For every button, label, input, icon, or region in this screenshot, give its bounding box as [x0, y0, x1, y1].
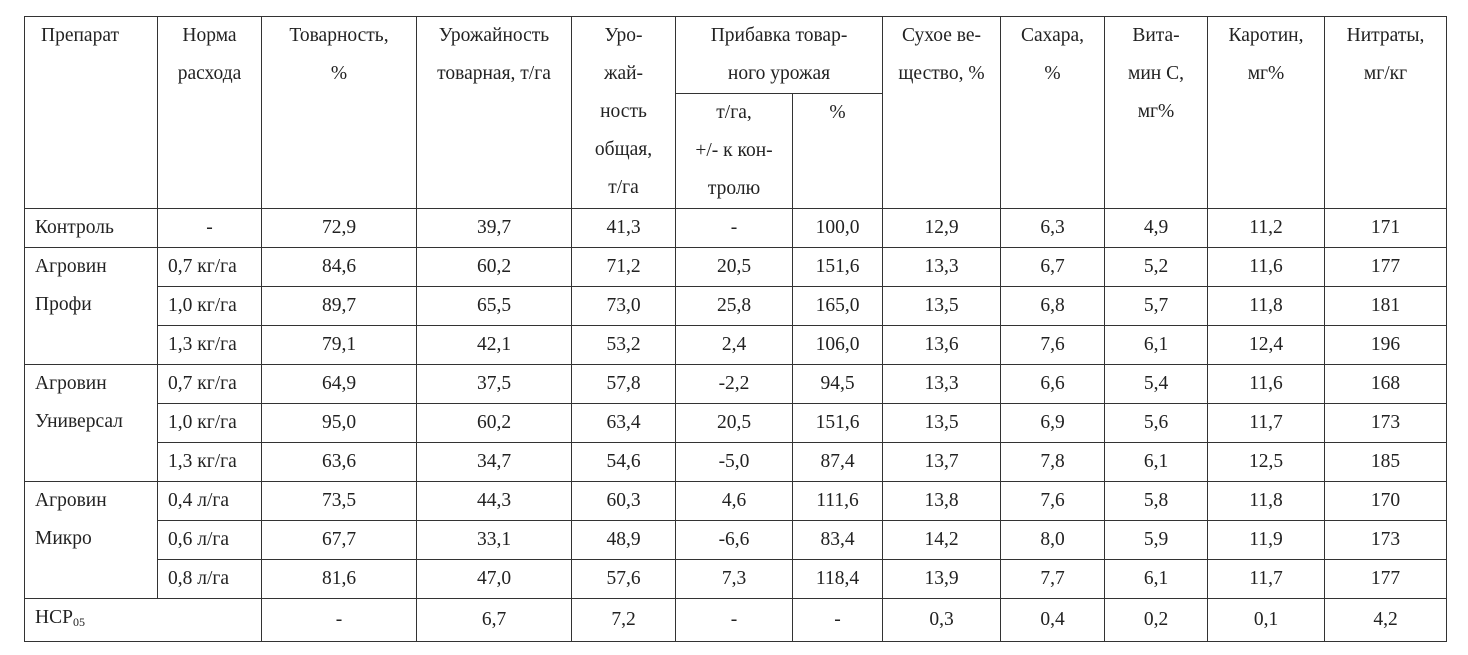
table-row — [25, 404, 1447, 443]
suhoe-cell: 13,6 — [883, 326, 1001, 365]
prib-pct-cell: 165,0 — [793, 287, 883, 326]
urozh-tov-cell: 6,7 — [417, 599, 572, 642]
table-row — [25, 560, 1447, 599]
urozh-tov-cell: 44,3 — [417, 482, 572, 521]
karotin-cell: 11,8 — [1208, 482, 1325, 521]
vitamin-cell: 5,9 — [1105, 521, 1208, 560]
prib-pct-cell: 151,6 — [793, 404, 883, 443]
sahara-cell: 6,3 — [1001, 209, 1105, 248]
urozh-tov-cell: 39,7 — [417, 209, 572, 248]
sahara-cell: 8,0 — [1001, 521, 1105, 560]
table-row — [25, 443, 1447, 482]
vitamin-cell: 5,6 — [1105, 404, 1208, 443]
header-vitamin: Вита- мин С, мг% — [1105, 17, 1208, 209]
prib-tga-cell: -2,2 — [676, 365, 793, 404]
vitamin-cell: 0,2 — [1105, 599, 1208, 642]
header-urozh-obsh: Уро- жай- ность общая, т/га — [572, 17, 676, 209]
suhoe-cell: 12,9 — [883, 209, 1001, 248]
results-table — [24, 16, 1447, 642]
urozh-tov-cell: 65,5 — [417, 287, 572, 326]
header-tovarnost: Товарность, % — [262, 17, 417, 209]
tovarnost-cell: 64,9 — [262, 365, 417, 404]
norma-cell: - — [158, 209, 262, 248]
header-nitraty: Нитраты, мг/кг — [1325, 17, 1447, 209]
urozh-tov-cell: 34,7 — [417, 443, 572, 482]
urozh-tov-cell: 33,1 — [417, 521, 572, 560]
urozh-tov-cell: 37,5 — [417, 365, 572, 404]
prib-tga-cell: 20,5 — [676, 248, 793, 287]
karotin-cell: 11,8 — [1208, 287, 1325, 326]
suhoe-cell: 13,5 — [883, 287, 1001, 326]
vitamin-cell: 5,4 — [1105, 365, 1208, 404]
table-row — [25, 209, 1447, 248]
norma-cell: 1,3 кг/га — [158, 443, 262, 482]
vitamin-cell: 4,9 — [1105, 209, 1208, 248]
sahara-cell: 7,6 — [1001, 482, 1105, 521]
urozh-obsh-cell: 73,0 — [572, 287, 676, 326]
header-norma: Норма расхода — [158, 17, 262, 209]
urozh-obsh-cell: 60,3 — [572, 482, 676, 521]
nitraty-cell: 4,2 — [1325, 599, 1447, 642]
nitraty-cell: 177 — [1325, 248, 1447, 287]
karotin-cell: 11,7 — [1208, 560, 1325, 599]
preparat-cell: Агровин Универсал — [25, 365, 158, 482]
urozh-tov-cell: 60,2 — [417, 404, 572, 443]
vitamin-cell: 5,2 — [1105, 248, 1208, 287]
urozh-tov-cell: 60,2 — [417, 248, 572, 287]
tovarnost-cell: - — [262, 599, 417, 642]
prib-tga-cell: 25,8 — [676, 287, 793, 326]
sahara-cell: 7,6 — [1001, 326, 1105, 365]
prib-tga-cell: -5,0 — [676, 443, 793, 482]
tovarnost-cell: 84,6 — [262, 248, 417, 287]
karotin-cell: 12,5 — [1208, 443, 1325, 482]
tovarnost-cell: 89,7 — [262, 287, 417, 326]
tovarnost-cell: 95,0 — [262, 404, 417, 443]
urozh-obsh-cell: 7,2 — [572, 599, 676, 642]
suhoe-cell: 13,3 — [883, 365, 1001, 404]
header-urozh-tov: Урожайность товарная, т/га — [417, 17, 572, 209]
suhoe-cell: 13,7 — [883, 443, 1001, 482]
prib-tga-cell: 4,6 — [676, 482, 793, 521]
suhoe-cell: 14,2 — [883, 521, 1001, 560]
karotin-cell: 0,1 — [1208, 599, 1325, 642]
norma-cell: 0,8 л/га — [158, 560, 262, 599]
suhoe-cell: 13,9 — [883, 560, 1001, 599]
table-row — [25, 326, 1447, 365]
tovarnost-cell: 63,6 — [262, 443, 417, 482]
suhoe-cell: 13,5 — [883, 404, 1001, 443]
prib-pct-cell: 118,4 — [793, 560, 883, 599]
nitraty-cell: 196 — [1325, 326, 1447, 365]
prib-tga-cell: 20,5 — [676, 404, 793, 443]
sahara-cell: 6,8 — [1001, 287, 1105, 326]
table-row — [25, 521, 1447, 560]
prib-pct-cell: 151,6 — [793, 248, 883, 287]
table-row — [25, 482, 1447, 521]
table-row — [25, 248, 1447, 287]
vitamin-cell: 5,7 — [1105, 287, 1208, 326]
vitamin-cell: 6,1 — [1105, 443, 1208, 482]
norma-cell: 0,6 л/га — [158, 521, 262, 560]
norma-cell: 0,7 кг/га — [158, 365, 262, 404]
header-pribavka-tga: т/га, +/- к кон- тролю — [676, 94, 793, 209]
karotin-cell: 11,6 — [1208, 365, 1325, 404]
urozh-obsh-cell: 41,3 — [572, 209, 676, 248]
sahara-cell: 0,4 — [1001, 599, 1105, 642]
nitraty-cell: 170 — [1325, 482, 1447, 521]
table-row — [25, 287, 1447, 326]
karotin-cell: 11,6 — [1208, 248, 1325, 287]
table-row — [25, 365, 1447, 404]
vitamin-cell: 5,8 — [1105, 482, 1208, 521]
sahara-cell: 6,7 — [1001, 248, 1105, 287]
prib-pct-cell: 94,5 — [793, 365, 883, 404]
nitraty-cell: 185 — [1325, 443, 1447, 482]
karotin-cell: 11,7 — [1208, 404, 1325, 443]
prib-pct-cell: - — [793, 599, 883, 642]
suhoe-cell: 13,3 — [883, 248, 1001, 287]
prib-tga-cell: -6,6 — [676, 521, 793, 560]
norma-cell: 1,0 кг/га — [158, 404, 262, 443]
prib-tga-cell: - — [676, 599, 793, 642]
tovarnost-cell: 73,5 — [262, 482, 417, 521]
urozh-tov-cell: 42,1 — [417, 326, 572, 365]
urozh-obsh-cell: 54,6 — [572, 443, 676, 482]
nitraty-cell: 171 — [1325, 209, 1447, 248]
header-karotin: Каротин, мг% — [1208, 17, 1325, 209]
norma-cell: 1,0 кг/га — [158, 287, 262, 326]
prib-tga-cell: 7,3 — [676, 560, 793, 599]
prib-pct-cell: 87,4 — [793, 443, 883, 482]
hsr-label: $НСР_{05}$ — [25, 599, 262, 642]
sahara-cell: 7,8 — [1001, 443, 1105, 482]
urozh-obsh-cell: 71,2 — [572, 248, 676, 287]
header-suhoe: Сухое ве- щество, % — [883, 17, 1001, 209]
karotin-cell: 11,2 — [1208, 209, 1325, 248]
tovarnost-cell: 79,1 — [262, 326, 417, 365]
vitamin-cell: 6,1 — [1105, 326, 1208, 365]
prib-pct-cell: 83,4 — [793, 521, 883, 560]
nitraty-cell: 168 — [1325, 365, 1447, 404]
urozh-obsh-cell: 57,6 — [572, 560, 676, 599]
nitraty-cell: 177 — [1325, 560, 1447, 599]
prib-tga-cell: 2,4 — [676, 326, 793, 365]
preparat-cell: Контроль — [25, 209, 158, 248]
header-sahara: Сахара, % — [1001, 17, 1105, 209]
prib-tga-cell: - — [676, 209, 793, 248]
nitraty-cell: 173 — [1325, 521, 1447, 560]
karotin-cell: 11,9 — [1208, 521, 1325, 560]
urozh-obsh-cell: 48,9 — [572, 521, 676, 560]
preparat-cell: Агровин Профи — [25, 248, 158, 365]
urozh-obsh-cell: 63,4 — [572, 404, 676, 443]
sahara-cell: 6,6 — [1001, 365, 1105, 404]
karotin-cell: 12,4 — [1208, 326, 1325, 365]
header-preparat: Препарат — [25, 17, 158, 209]
urozh-obsh-cell: 57,8 — [572, 365, 676, 404]
prib-pct-cell: 100,0 — [793, 209, 883, 248]
norma-cell: 0,4 л/га — [158, 482, 262, 521]
header-pribavka-pct: % — [793, 94, 883, 209]
prib-pct-cell: 111,6 — [793, 482, 883, 521]
hsr-row — [25, 599, 1447, 642]
suhoe-cell: 0,3 — [883, 599, 1001, 642]
header-row-1 — [25, 17, 1447, 94]
sahara-cell: 7,7 — [1001, 560, 1105, 599]
nitraty-cell: 181 — [1325, 287, 1447, 326]
tovarnost-cell: 72,9 — [262, 209, 417, 248]
sahara-cell: 6,9 — [1001, 404, 1105, 443]
preparat-cell: Агровин Микро — [25, 482, 158, 599]
urozh-obsh-cell: 53,2 — [572, 326, 676, 365]
urozh-tov-cell: 47,0 — [417, 560, 572, 599]
tovarnost-cell: 67,7 — [262, 521, 417, 560]
suhoe-cell: 13,8 — [883, 482, 1001, 521]
tovarnost-cell: 81,6 — [262, 560, 417, 599]
nitraty-cell: 173 — [1325, 404, 1447, 443]
prib-pct-cell: 106,0 — [793, 326, 883, 365]
norma-cell: 0,7 кг/га — [158, 248, 262, 287]
norma-cell: 1,3 кг/га — [158, 326, 262, 365]
vitamin-cell: 6,1 — [1105, 560, 1208, 599]
header-pribavka: Прибавка товар- ного урожая — [676, 17, 883, 94]
